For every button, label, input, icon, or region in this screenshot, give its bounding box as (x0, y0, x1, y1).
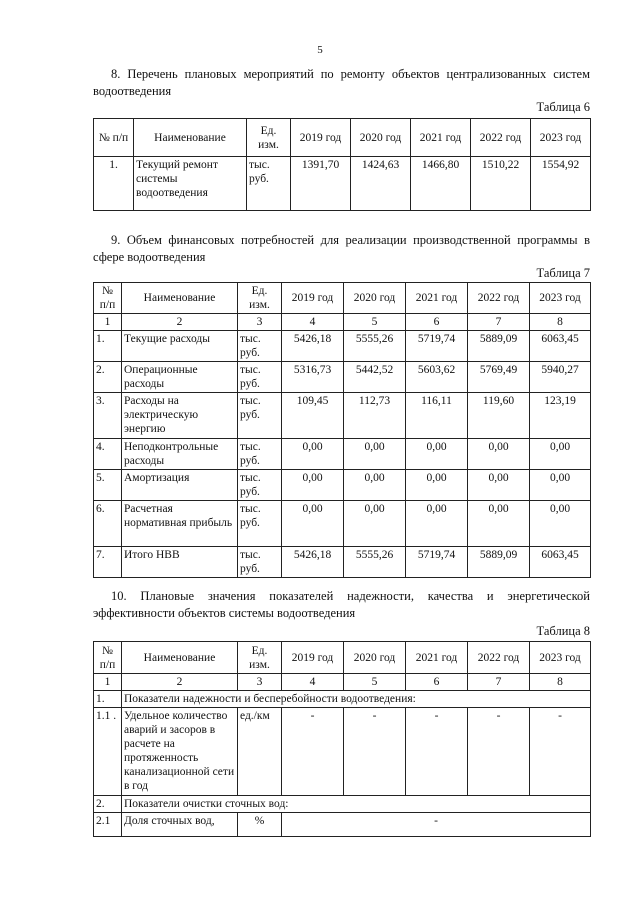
table-row: 2. Операционные расходы тыс. руб. 5316,73 5442,52 5603,62 5769,49 5940,27 (94, 362, 591, 393)
table-8-header: № п/п Наименование Ед. изм. 2019 год 2020 год 2021 год 2022 год 2023 год (94, 642, 591, 674)
section-10-heading: 10. Плановые значения показателей надежности, качества и энергетической эффективности объектов системы водоотведения (93, 589, 590, 620)
table-row: 7. Итого НВВ тыс. руб. 5426,18 5555,26 5719,74 5889,09 6063,45 (94, 547, 591, 578)
table-6 (93, 118, 591, 211)
table-7 (93, 282, 591, 578)
table-8-caption: Таблица 8 (536, 624, 590, 638)
section-8-heading: 8. Перечень плановых мероприятий по ремонту объектов централизованных систем водоотведения (93, 67, 590, 98)
table-7-header: № п/п Наименование Ед. изм. 2019 год 2020 год 2021 год 2022 год 2023 год (94, 283, 591, 314)
table-row: 1. Текущий ремонт системы водоотведения тыс. руб. 1391,70 1424,63 1466,80 1510,22 1554,92 (94, 157, 591, 211)
table-7-caption: Таблица 7 (536, 266, 590, 280)
table-row: 6. Расчетная нормативная прибыль тыс. руб. 0,00 0,00 0,00 0,00 0,00 (94, 501, 591, 547)
table-group-row: 1. Показатели надежности и бесперебойности водоотведения: (94, 691, 591, 708)
table-row: 4. Неподконтрольные расходы тыс. руб. 0,00 0,00 0,00 0,00 0,00 (94, 439, 591, 470)
table-8 (93, 641, 591, 837)
table-row: 1. Текущие расходы тыс. руб. 5426,18 5555,26 5719,74 5889,09 6063,45 (94, 331, 591, 362)
table-group-row: 2. Показатели очистки сточных вод: (94, 796, 591, 813)
table-row: 1.1 . Удельное количество аварий и засоров в расчете на протяженность канализационной сети в год ед./км - - - - - (94, 708, 591, 796)
table-7-column-numbers: 1 2 3 4 5 6 7 8 (94, 314, 591, 331)
table-6-caption: Таблица 6 (536, 100, 590, 114)
section-9-heading: 9. Объем финансовых потребностей для реализации производственной программы в сфере водоотведения (93, 233, 590, 264)
table-6-header: № п/п Наименование Ед. изм. 2019 год 2020 год 2021 год 2022 год 2023 год (94, 119, 591, 157)
table-row: 5. Амортизация тыс. руб. 0,00 0,00 0,00 0,00 0,00 (94, 470, 591, 501)
page-number: 5 (317, 44, 323, 56)
table-row: 3. Расходы на электрическую энергию тыс. руб. 109,45 112,73 116,11 119,60 123,19 (94, 393, 591, 439)
table-row: 2.1 Доля сточных вод, % - (94, 813, 591, 837)
table-8-column-numbers: 1 2 3 4 5 6 7 8 (94, 674, 591, 691)
